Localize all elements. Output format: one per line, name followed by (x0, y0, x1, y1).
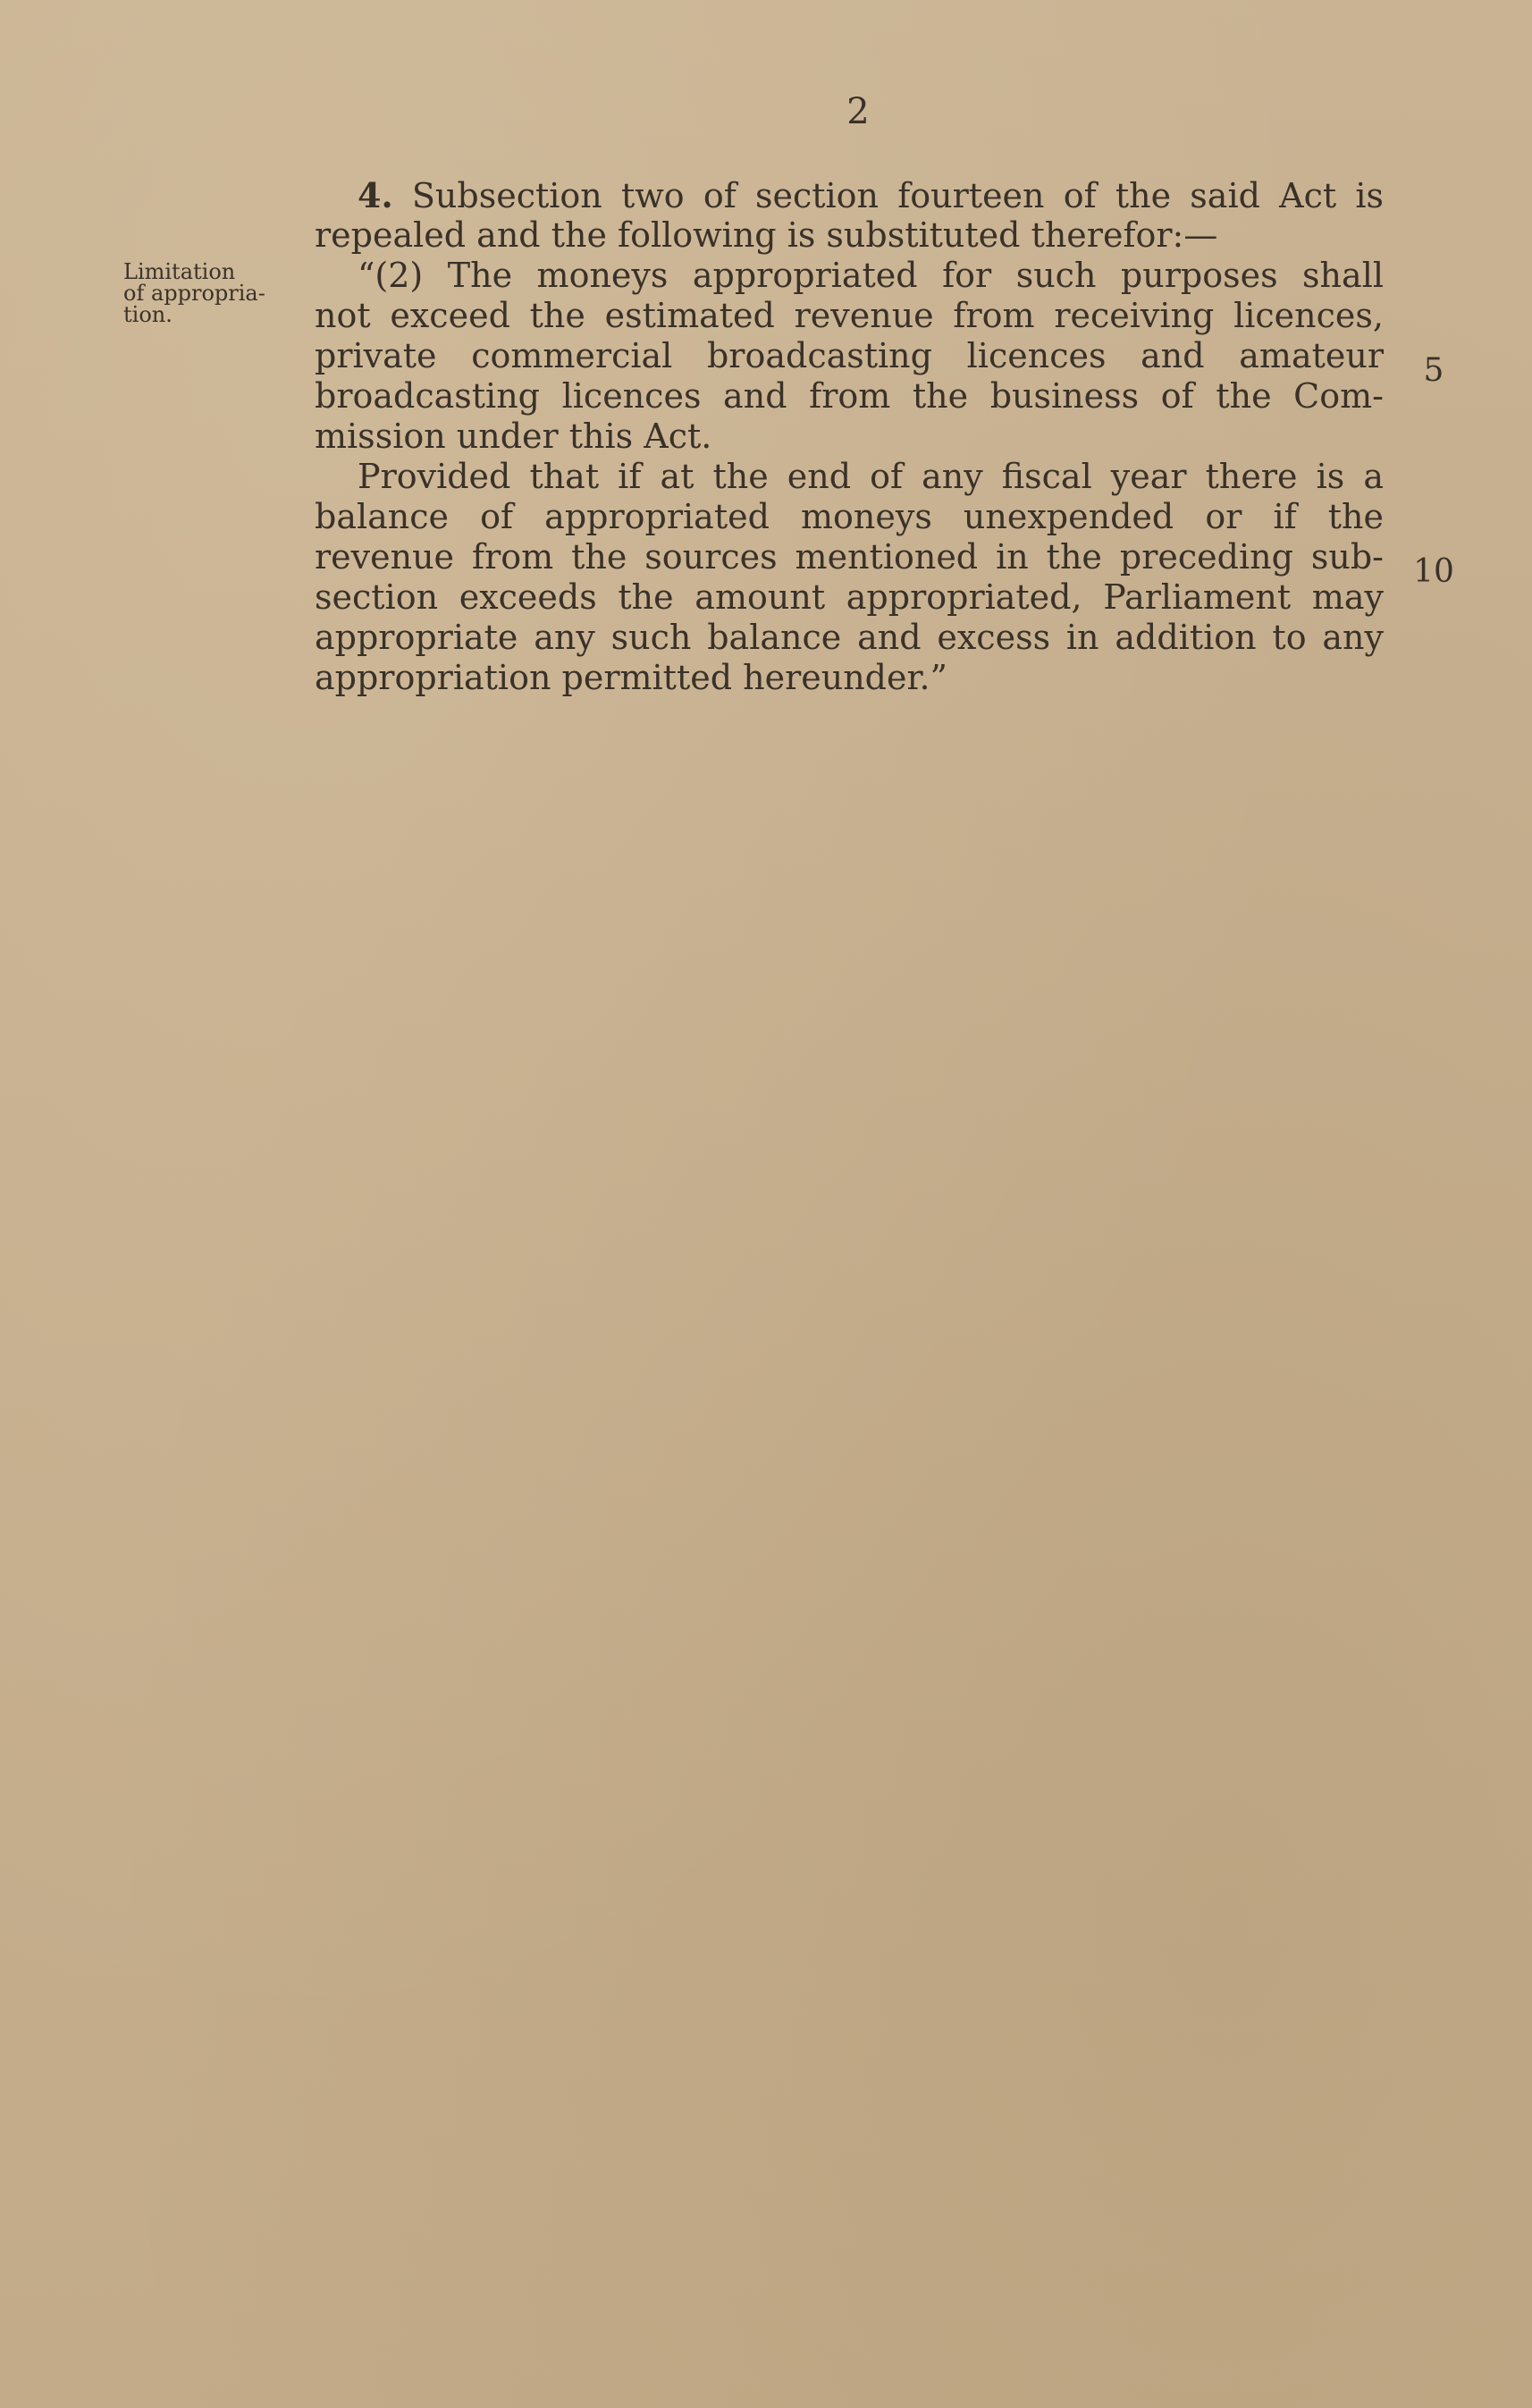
page-number: 2 (846, 91, 870, 132)
body-line: appropriation permitted hereunder.” (315, 658, 947, 697)
body-line: broadcasting licences and from the business of the Com- (315, 376, 1384, 416)
section-number: 4. (358, 175, 393, 215)
body-line: mission under this Act. (315, 417, 712, 456)
body-line: balance of appropriated moneys unexpended or if the (315, 497, 1384, 536)
margin-note (123, 261, 302, 325)
margin-note-line: Limitation (123, 259, 236, 284)
body-line: appropriate any such balance and excess in addition to any (315, 618, 1384, 657)
body-line: Provided that if at the end of any fiscal year there is a (358, 457, 1384, 496)
body-line: revenue from the sources mentioned in the preceding sub- (315, 537, 1384, 577)
body-line: section exceeds the amount appropriated, Parliament may (315, 577, 1384, 617)
body-line: 4. Subsection two of section fourteen of the said Act is (358, 175, 1384, 215)
section-body (315, 175, 1384, 698)
body-line: private commercial broadcasting licences and amateur (315, 336, 1384, 375)
margin-note-line: tion. (123, 302, 173, 327)
line-number: 5 (1423, 352, 1444, 389)
margin-note-line: of appropria- (123, 281, 265, 306)
body-line: not exceed the estimated revenue from receiving licences, (315, 296, 1384, 335)
line-number: 10 (1413, 553, 1454, 590)
body-line: repealed and the following is substituted therefor:— (315, 215, 1218, 255)
body-line: “(2) The moneys appropriated for such purposes shall (358, 256, 1384, 295)
